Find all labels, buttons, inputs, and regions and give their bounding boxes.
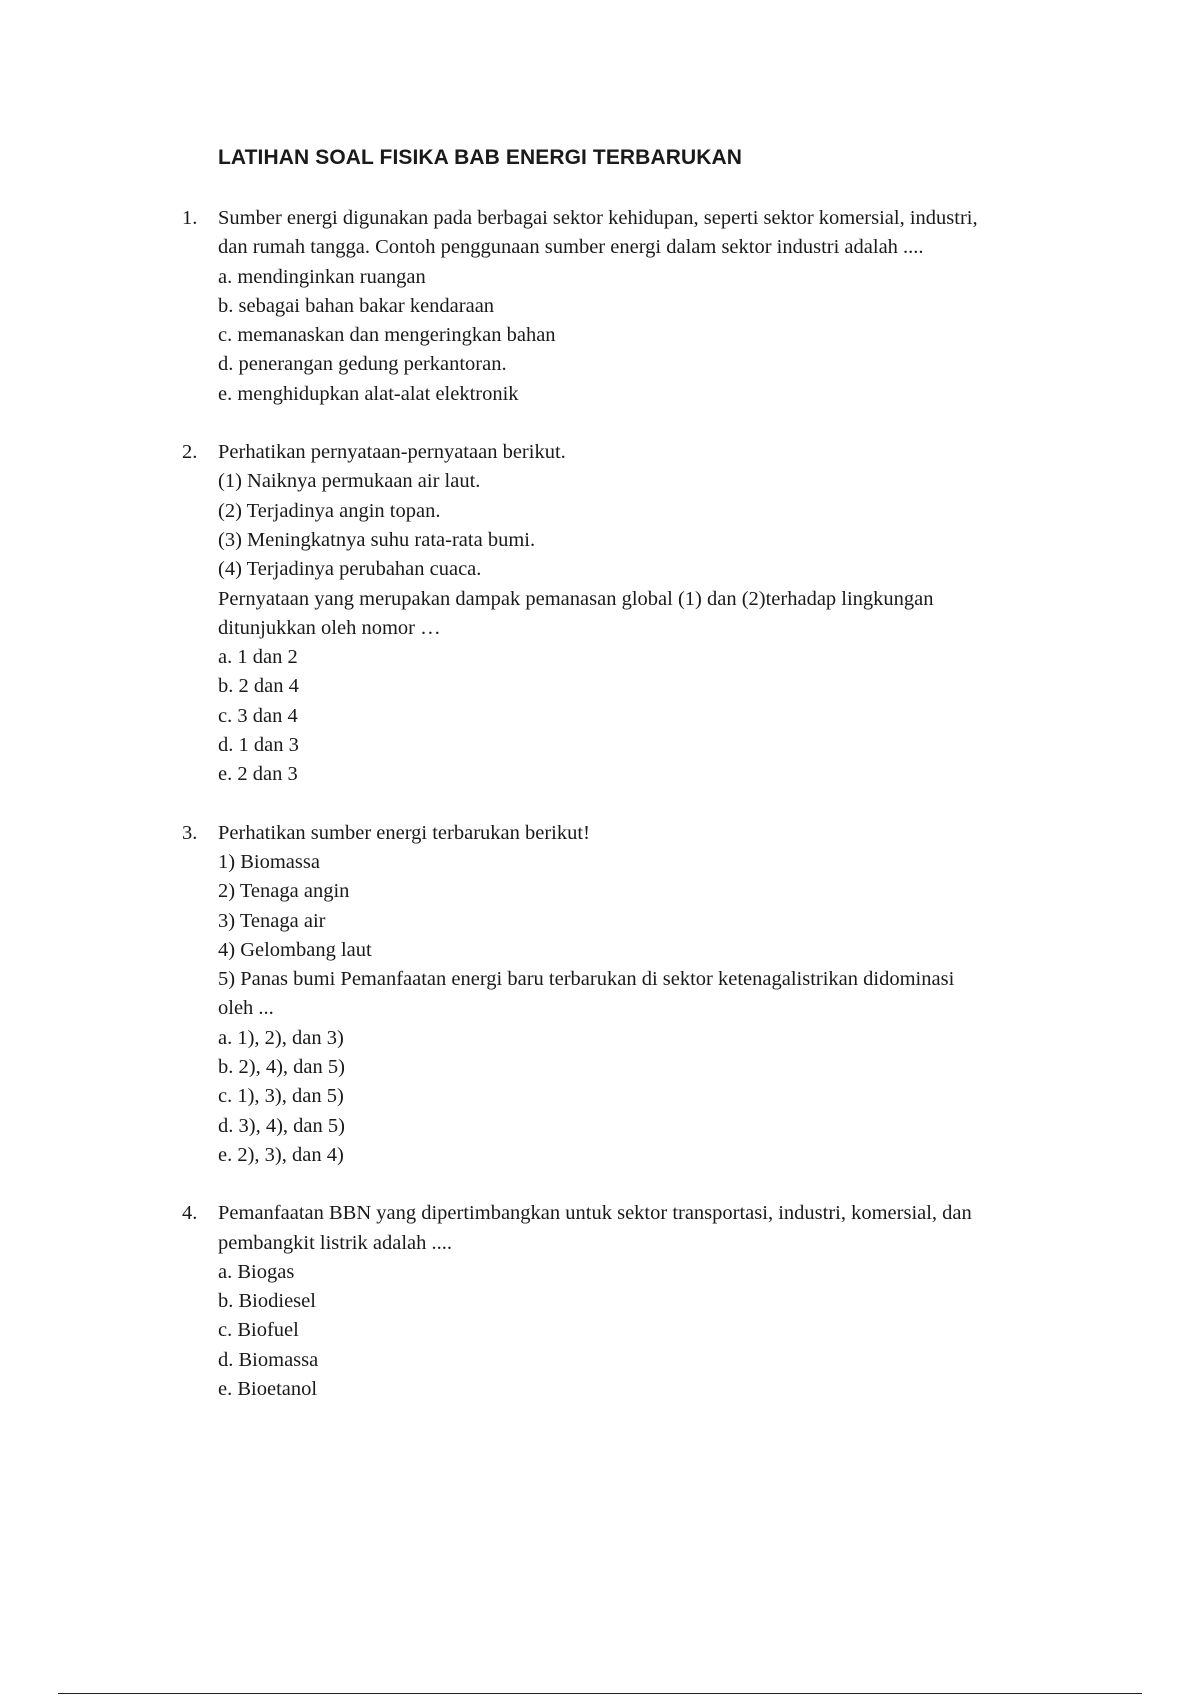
question-number: 1. bbox=[182, 207, 198, 229]
answer-option: b. sebagai bahan bakar kendaraan bbox=[218, 294, 495, 317]
question-4 bbox=[0, 1199, 1048, 1404]
answer-option: e. 2 dan 3 bbox=[218, 763, 298, 786]
question-3 bbox=[0, 819, 1048, 1171]
answer-option: c. Biofuel bbox=[218, 1319, 299, 1342]
answer-option: a. mendinginkan ruangan bbox=[218, 265, 426, 288]
question-body bbox=[218, 819, 1048, 1171]
question-text-line: pembangkit listrik adalah .... bbox=[218, 1231, 452, 1254]
statement-item: (1) Naiknya permukaan air laut. bbox=[218, 470, 481, 493]
answer-option: d. 1 dan 3 bbox=[218, 734, 299, 757]
question-text-line: Perhatikan pernyataan-pernyataan berikut. bbox=[218, 441, 566, 464]
question-number: 2. bbox=[182, 441, 198, 464]
question-body bbox=[218, 204, 1048, 409]
statement-item: ditunjukkan oleh nomor … bbox=[218, 616, 441, 639]
statement-item: 4) Gelombang laut bbox=[218, 938, 372, 961]
answer-option: c. memanaskan dan mengeringkan bahan bbox=[218, 324, 556, 347]
statement-item: 2) Tenaga angin bbox=[218, 880, 350, 903]
question-2 bbox=[0, 438, 1048, 790]
question-text-line: Pemanfaatan BBN yang dipertimbangkan untuk sektor transportasi, industri, komersial, dan bbox=[218, 1202, 972, 1225]
answer-option: b. 2 dan 4 bbox=[218, 675, 299, 698]
answer-option: e. menghidupkan alat-alat elektronik bbox=[218, 382, 519, 405]
statement-item: (2) Terjadinya angin topan. bbox=[218, 499, 441, 522]
answer-option: a. 1 dan 2 bbox=[218, 646, 298, 669]
question-number: 4. bbox=[182, 1202, 198, 1225]
statement-item: 5) Panas bumi Pemanfaatan energi baru terbarukan di sektor ketenagalistrikan didominasi bbox=[218, 968, 955, 991]
answer-option: a. 1), 2), dan 3) bbox=[218, 1026, 344, 1049]
answer-option: c. 3 dan 4 bbox=[218, 704, 298, 727]
bottom-divider bbox=[58, 1693, 1142, 1694]
answer-option: b. Biodiesel bbox=[218, 1290, 316, 1313]
answer-option: e. 2), 3), dan 4) bbox=[218, 1143, 344, 1166]
statement-item: (4) Terjadinya perubahan cuaca. bbox=[218, 558, 482, 581]
question-text-line: Sumber energi digunakan pada berbagai sektor kehidupan, seperti sektor komersial, industri, bbox=[218, 207, 978, 229]
answer-option: d. Biomassa bbox=[218, 1348, 319, 1371]
answer-option: b. 2), 4), dan 5) bbox=[218, 1056, 345, 1079]
statement-item: Pernyataan yang merupakan dampak pemanasan global (1) dan (2)terhadap lingkungan bbox=[218, 587, 934, 610]
question-body bbox=[218, 1199, 1048, 1404]
answer-option: a. Biogas bbox=[218, 1260, 295, 1283]
question-body bbox=[218, 438, 1048, 790]
answer-option: e. Bioetanol bbox=[218, 1377, 318, 1400]
statement-item: 3) Tenaga air bbox=[218, 909, 326, 932]
answer-option: d. 3), 4), dan 5) bbox=[218, 1114, 345, 1137]
question-list bbox=[0, 204, 1200, 1433]
statement-item: (3) Meningkatnya suhu rata-rata bumi. bbox=[218, 528, 536, 551]
question-number: 3. bbox=[182, 821, 198, 844]
answer-option: d. penerangan gedung perkantoran. bbox=[218, 353, 507, 376]
statement-item: oleh ... bbox=[218, 997, 274, 1020]
question-1 bbox=[0, 204, 1048, 409]
question-text-line: Perhatikan sumber energi terbarukan berikut! bbox=[218, 821, 590, 844]
document-title: LATIHAN SOAL FISIKA BAB ENERGI TERBARUKAN bbox=[218, 146, 743, 169]
question-text-line: dan rumah tangga. Contoh penggunaan sumber energi dalam sektor industri adalah .... bbox=[218, 236, 924, 259]
statement-item: 1) Biomassa bbox=[218, 850, 320, 873]
answer-option: c. 1), 3), dan 5) bbox=[218, 1085, 344, 1108]
